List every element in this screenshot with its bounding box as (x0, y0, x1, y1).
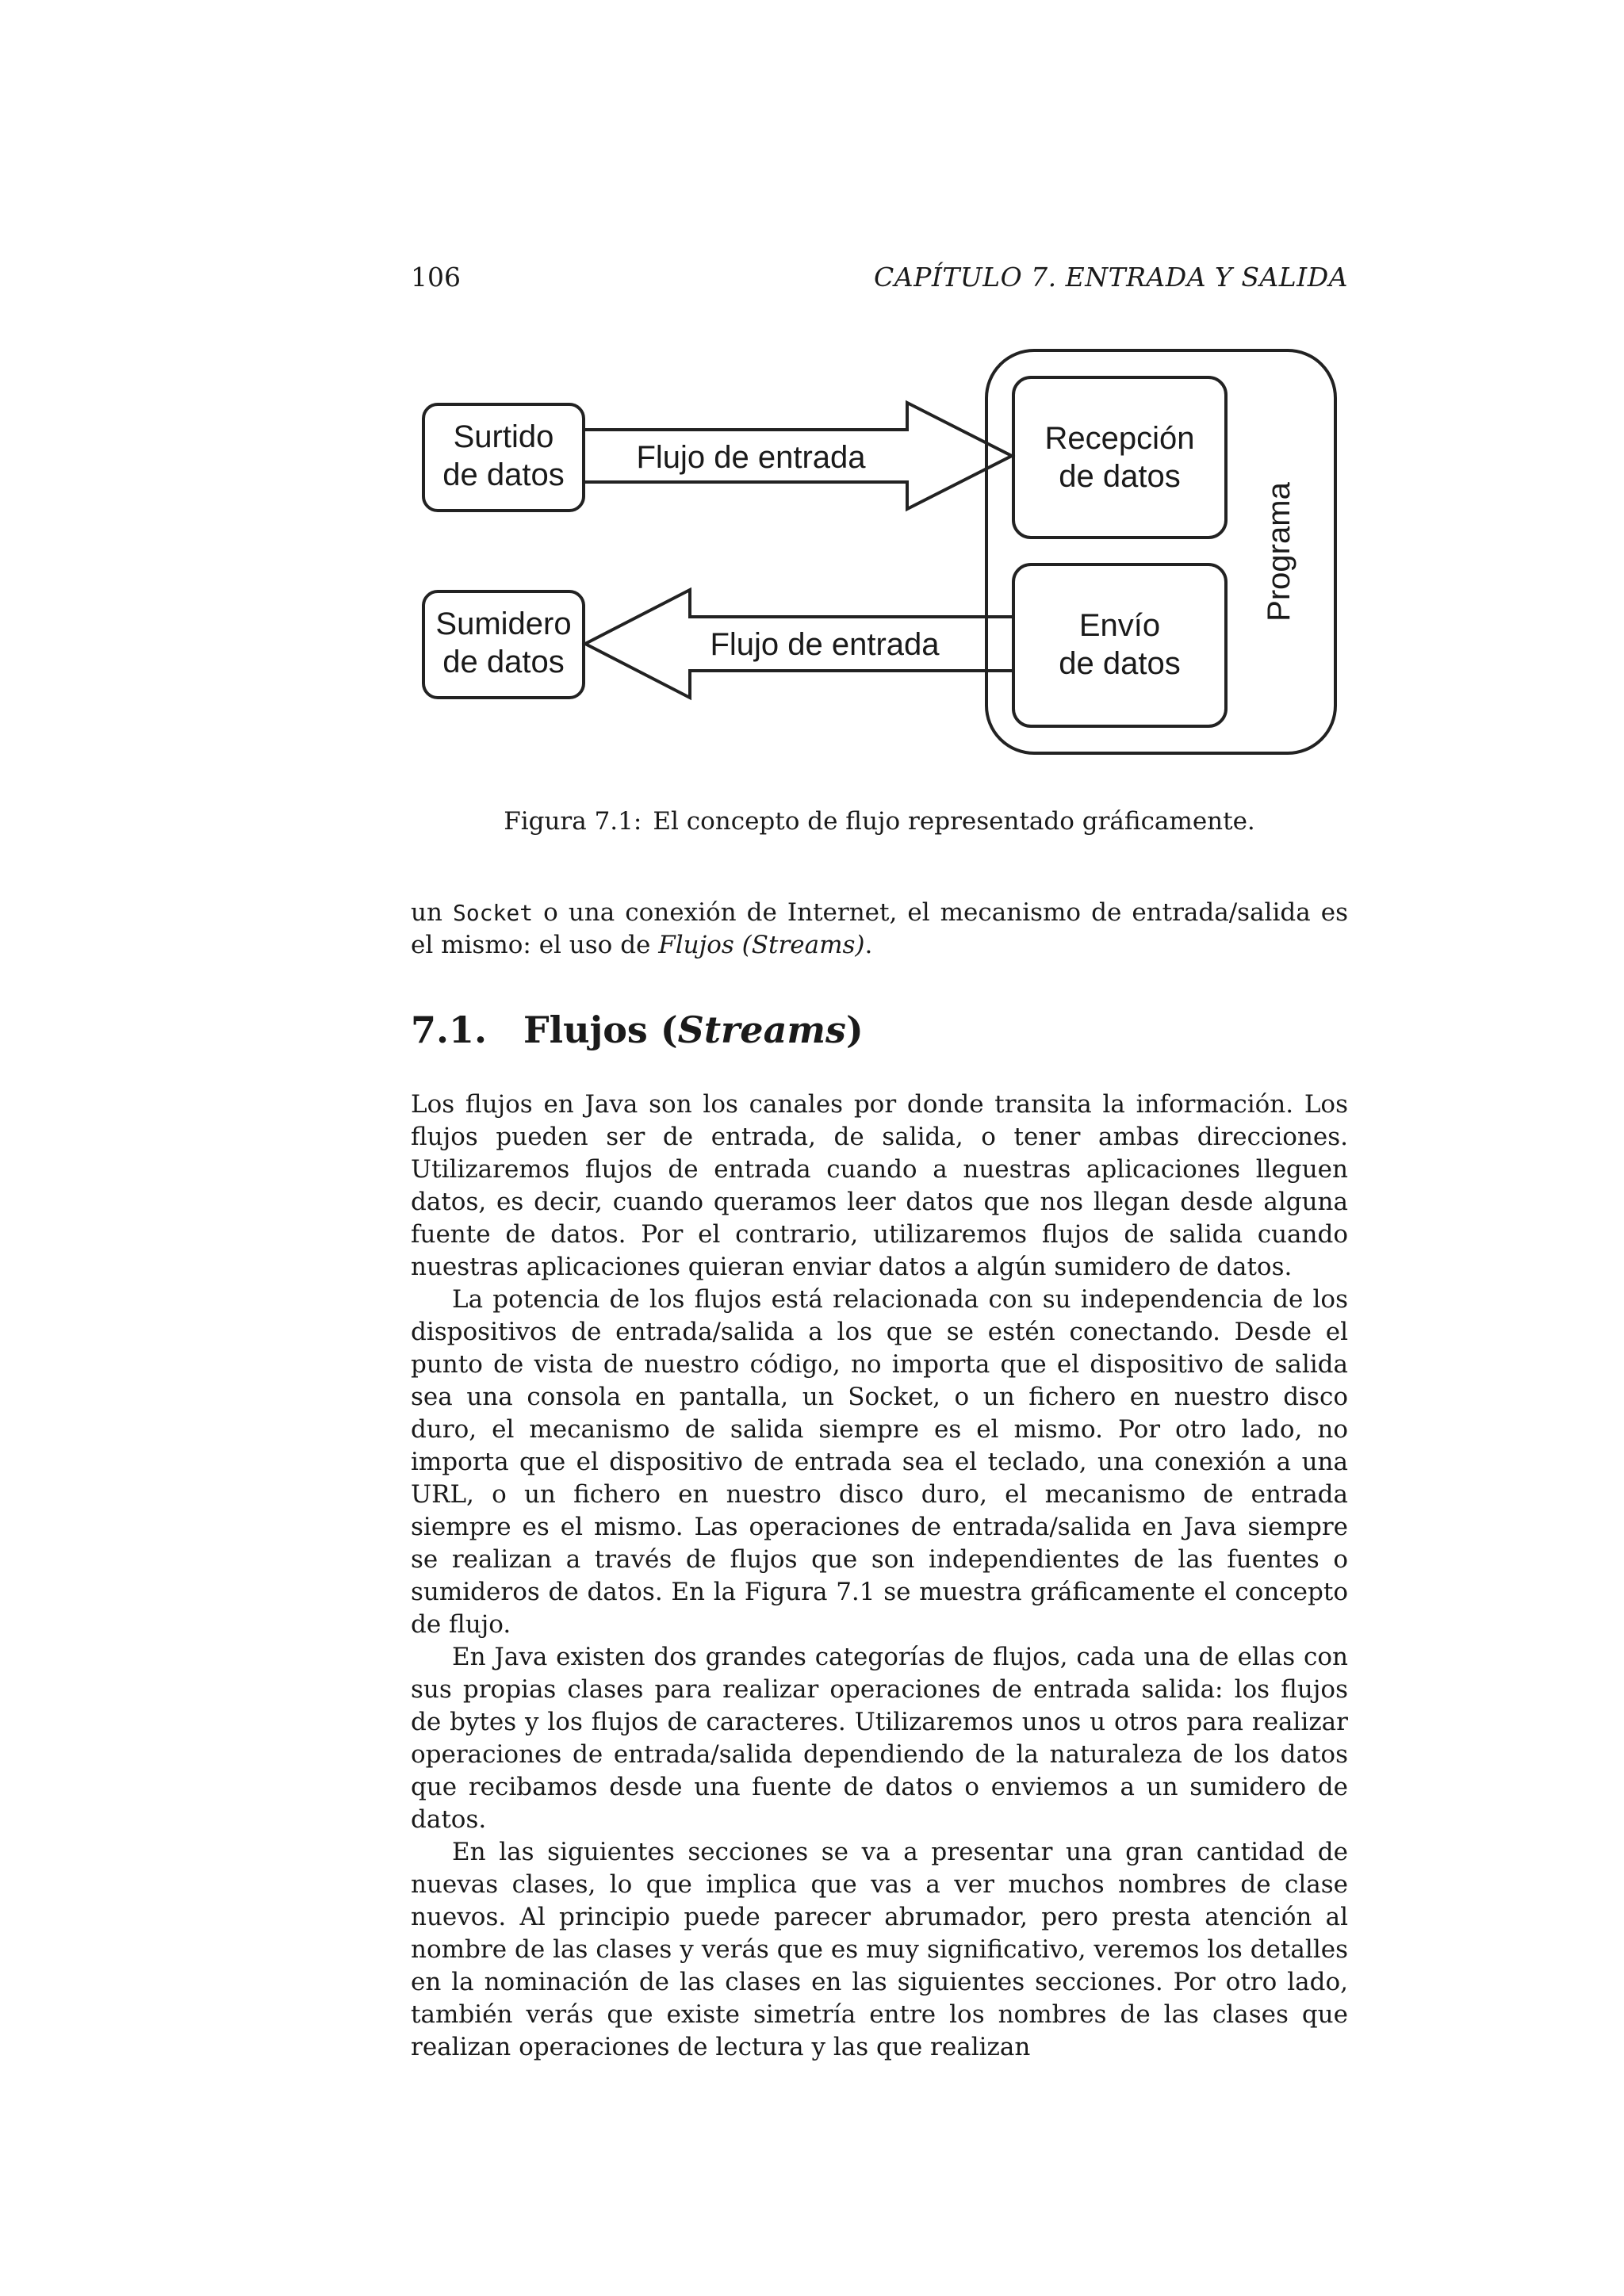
send-label-2: de datos (1059, 646, 1181, 681)
section-heading (411, 1008, 864, 1051)
caption-text: El concepto de flujo representado gráficamente. (653, 807, 1255, 836)
input-arrow-label: Flujo de entrada (636, 440, 866, 475)
section-title-post: ) (845, 1008, 864, 1051)
intro-text-1: un (411, 898, 453, 927)
stream-diagram (404, 333, 1356, 777)
receive-label-1: Recepción (1044, 421, 1195, 456)
send-box (1013, 564, 1226, 726)
intro-code: Socket (452, 900, 534, 926)
source-label-2: de datos (442, 457, 565, 492)
intro-paragraph (411, 897, 1348, 962)
paragraph: En las siguientes secciones se va a presentar una gran cantidad de nuevas clases, lo que implica que vas a ver muchos nombres de clase nuevos. Al principio puede parecer abrumador, pero presta atención al nombre de las clases y verás que es muy significativo, veremos los detalles en la nominación de las clases en las siguientes secciones. Por otro lado, también verás que existe simetría entre los nombres de las clases que realizan operaciones de lectura y las que realizan (411, 1838, 1348, 2061)
running-header (411, 262, 1348, 301)
output-arrow-label: Flujo de entrada (710, 627, 940, 662)
section-number: 7.1. (411, 1008, 488, 1051)
paragraph: En Java existen dos grandes categorías de flujos, cada una de ellas con sus propias clases para realizar operaciones de entrada salida: los flujos de bytes y los flujos de caracteres. Utilizaremos unos u otros para realizar operaciones de entrada/salida dependiendo de la naturaleza de los datos que recibamos desde una fuente de datos o enviemos a un sumidero de datos. (411, 1643, 1348, 1834)
intro-text-2: o una conexión de Internet, el mecanismo de entrada/salida es el mismo: el uso de (411, 898, 1348, 959)
receive-label-2: de datos (1059, 459, 1181, 494)
section-body (411, 1089, 1348, 2064)
send-label-1: Envío (1078, 608, 1161, 643)
page-number: 106 (411, 262, 461, 293)
caption-label: Figura 7.1: (504, 807, 642, 836)
paragraph: La potencia de los flujos está relacionada con su independencia de los dispositivos de entrada/salida a los que se estén conectando. Desde el punto de vista de nuestro código, no importa que el dispositivo de salida sea una consola en pantalla, un Socket, o un fichero en nuestro disco duro, el mecanismo de salida siempre es el mismo. Por otro lado, no importa que el dispositivo de entrada sea el teclado, una conexión a una URL, o un fichero en nuestro disco duro, el mecanismo de entrada siempre es el mismo. Las operaciones de entrada/salida en Java siempre se realizan a través de flujos que son independientes de las fuentes o sumideros de datos. En la Figura 7.1 se muestra gráficamente el concepto de flujo. (411, 1285, 1348, 1639)
sink-label-2: de datos (442, 645, 565, 679)
sink-label-1: Sumidero (435, 607, 572, 641)
receive-box (1013, 377, 1226, 538)
section-title-pre: Flujos ( (523, 1008, 678, 1051)
program-label: Programa (1262, 482, 1297, 622)
section-title-italic: Streams (677, 1008, 846, 1051)
paragraph: Los flujos en Java son los canales por donde transita la información. Los flujos pueden ser de entrada, de salida, o tener ambas direcciones. Utilizaremos flujos de entrada cuando a nuestras aplicaciones lleguen datos, es decir, cuando queramos leer datos que nos llegan desde alguna fuente de datos. Por el contrario, utilizaremos flujos de salida cuando nuestras aplicaciones quieran enviar datos a algún sumidero de datos. (411, 1090, 1348, 1281)
source-label-1: Surtido (453, 419, 554, 454)
intro-text-3: . (864, 931, 873, 959)
intro-italic: Flujos (Streams) (658, 931, 865, 959)
chapter-title: CAPÍTULO 7. ENTRADA Y SALIDA (874, 262, 1348, 293)
stream-concept-figure (404, 333, 1356, 777)
figure-caption (411, 807, 1348, 836)
